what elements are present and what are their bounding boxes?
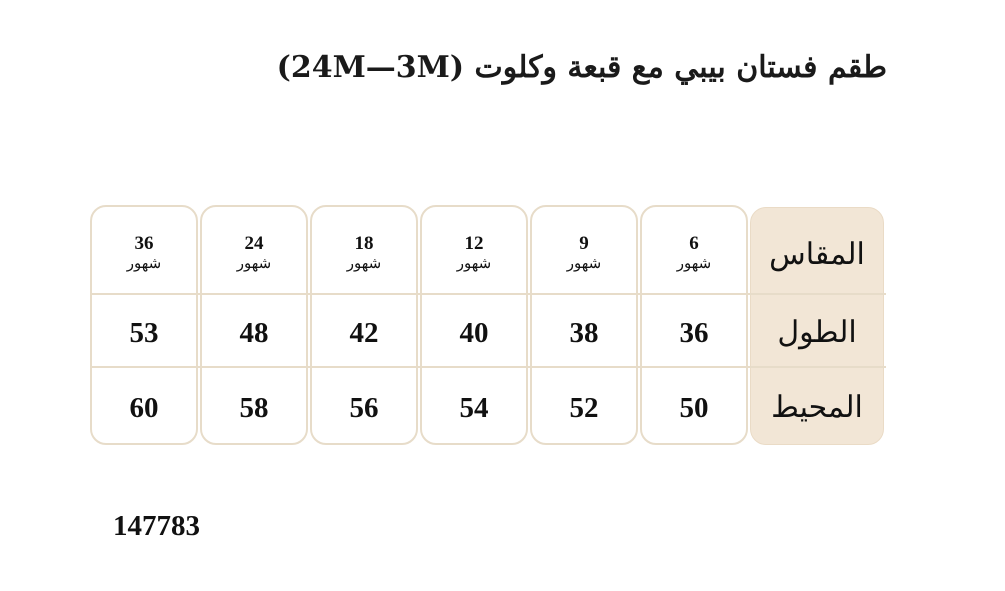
size-unit: شهور xyxy=(456,254,492,273)
size-header xyxy=(422,215,526,291)
size-header xyxy=(202,215,306,291)
row-label-size: المقاس xyxy=(769,236,865,272)
size-number: 36 xyxy=(134,233,154,255)
size-header xyxy=(532,215,636,291)
row-label-column xyxy=(750,207,884,445)
size-column-9 xyxy=(530,205,638,445)
length-value: 38 xyxy=(569,316,599,349)
circumference-value: 56 xyxy=(349,391,379,424)
length-value: 48 xyxy=(239,316,269,349)
row-label-length: الطول xyxy=(777,314,857,350)
size-unit: شهور xyxy=(346,254,382,273)
length-value: 53 xyxy=(129,316,159,349)
size-number: 12 xyxy=(464,233,484,255)
row-label-circumference: المحيط xyxy=(771,389,863,425)
length-value: 40 xyxy=(459,316,489,349)
size-column-6 xyxy=(640,205,748,445)
page-title: طقم فستان بيبي مع قبعة وكلوت (24M—3M) xyxy=(276,50,887,85)
size-unit: شهور xyxy=(566,254,602,273)
size-unit: شهور xyxy=(236,254,272,273)
size-number: 18 xyxy=(354,233,374,255)
circumference-value: 60 xyxy=(129,391,159,424)
size-column-18 xyxy=(310,205,418,445)
size-header xyxy=(92,215,196,291)
size-number: 9 xyxy=(579,233,589,255)
circumference-value: 50 xyxy=(679,391,709,424)
length-value: 36 xyxy=(679,316,709,349)
size-unit: شهور xyxy=(676,254,712,273)
size-number: 6 xyxy=(689,233,699,255)
size-column-24 xyxy=(200,205,308,445)
size-header xyxy=(642,215,746,291)
size-column-36 xyxy=(90,205,198,445)
size-unit: شهور xyxy=(126,254,162,273)
product-code: 147783 xyxy=(113,510,200,542)
size-header xyxy=(312,215,416,291)
length-value: 42 xyxy=(349,316,379,349)
size-chart-table xyxy=(90,205,886,445)
size-number: 24 xyxy=(244,233,264,255)
circumference-value: 52 xyxy=(569,391,599,424)
row-divider xyxy=(90,293,886,295)
size-column-12 xyxy=(420,205,528,445)
circumference-value: 54 xyxy=(459,391,489,424)
circumference-value: 58 xyxy=(239,391,269,424)
row-divider xyxy=(90,366,886,368)
